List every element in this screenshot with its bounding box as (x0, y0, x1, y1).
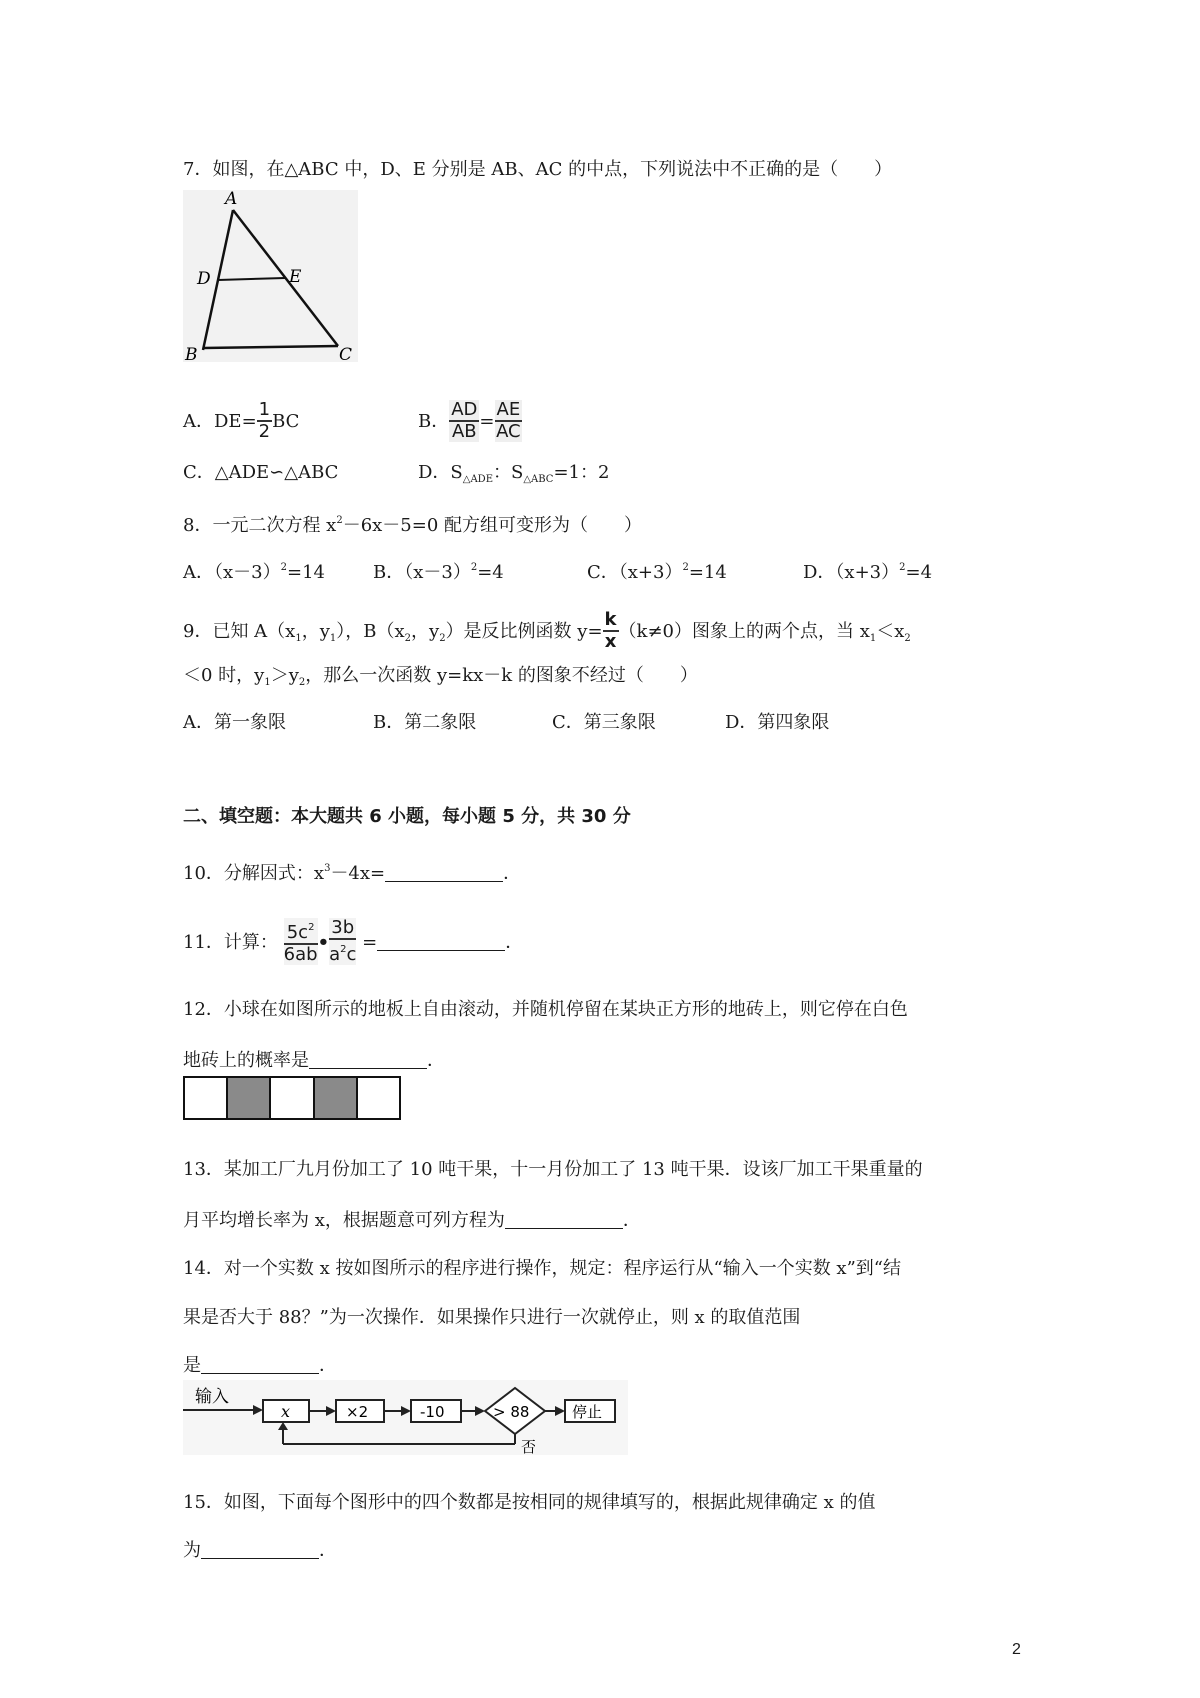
q12-answer-blank (309, 1048, 427, 1069)
q7-option-b: B． $\frac{AD}{AB}$ = $\frac{AE}{AC}$ (418, 399, 521, 442)
flow-x-box: x (281, 1402, 291, 1421)
flow-no-label: 否 (521, 1438, 537, 1455)
q15-answer-blank (201, 1538, 319, 1559)
q7-option-a: A．DE= $\frac{1}{2}$ BC (183, 399, 300, 442)
q10: 10．分解因式：$x^3-4x=$ ． (183, 863, 522, 884)
vertex-c-label: C (339, 345, 353, 362)
q14-line-1: 14．对一个实数 x 按如图所示的程序进行操作，规定：程序运行从“输入一个实数 x”到“结 (183, 1258, 901, 1279)
q9-option-d: D．第四象限 (725, 712, 830, 733)
q13-answer-blank (505, 1208, 623, 1229)
q14-answer-blank (201, 1353, 319, 1374)
q9-option-a: A．第一象限 (183, 712, 286, 733)
q11-answer-blank (377, 930, 505, 951)
q8-option-d: D．$(x+3)^2=4$ (803, 562, 933, 583)
q10-answer-blank (385, 861, 503, 882)
q14-line-3: 是 ． (183, 1355, 337, 1376)
q15-line-2: 为 ． (183, 1540, 337, 1561)
flow-minus-10-box: -10 (420, 1403, 445, 1421)
floor-tiles-figure (183, 1076, 401, 1120)
q8-option-a: A．$(x-3)^2=14$ (183, 562, 325, 583)
q14-line-2: 果是否大于 88？”为一次操作．如果操作只进行一次就停止，则 x 的取值范围 (183, 1307, 801, 1328)
tile-gray (228, 1078, 271, 1118)
section-heading: 二、填空题：本大题共 6 小题，每小题 5 分，共 30 分 (183, 806, 631, 827)
q14-flowchart (183, 1380, 628, 1455)
tile-white (271, 1078, 314, 1118)
q9-option-b: B．第二象限 (373, 712, 477, 733)
q7-option-c: C．△ADE∽△ABC (183, 462, 339, 483)
q8-stem: 8．一元二次方程 $x^2-6x-5=0$ 配方组可变形为（ ） (183, 515, 643, 536)
q13-line-1: 13．某加工厂九月份加工了 10 吨干果，十一月份加工了 13 吨干果．设该厂加工干果重量的 (183, 1159, 923, 1180)
q12-line-1: 12．小球在如图所示的地板上自由滚动，并随机停留在某块正方形的地砖上，则它停在白色 (183, 999, 908, 1020)
q15-line-1: 15．如图，下面每个图形中的四个数都是按相同的规律填写的，根据此规律确定 x 的值 (183, 1492, 876, 1513)
vertex-b-label: B (185, 345, 198, 362)
q7-option-d: D．$S_{\triangle ADE}$：$S_{\triangle ABC}=1$：2 (418, 462, 610, 485)
q7-stem: 7．如图，在△ABC 中，D、E 分别是 AB、AC 的中点，下列说法中不正确的是（ ） (183, 159, 893, 180)
flow-times-2-box: ×2 (346, 1403, 369, 1421)
q7-triangle-figure (183, 190, 358, 362)
q11: 11．计算： $\frac{5c^2}{6ab}$ • $\frac{3b}{a^2c}$ = ． (183, 917, 524, 965)
vertex-d-label: D (197, 269, 211, 289)
q8-option-b: B．$(x-3)^2=4$ (373, 562, 504, 583)
flow-input-label: 输入 (195, 1387, 229, 1407)
vertex-a-label: A (225, 190, 238, 209)
tile-gray (315, 1078, 358, 1118)
page-number: 2 (1012, 1641, 1021, 1658)
q9-line-2: ＜0 时，$y_1>y_2$，那么一次函数 y=kx－k 的图象不经过（ ） (183, 665, 698, 688)
flow-stop-box: 停止 (572, 1403, 603, 1421)
q12-line-2: 地砖上的概率是 ． (183, 1050, 445, 1071)
q8-option-c: C．$(x+3)^2=14$ (587, 562, 727, 583)
tile-white (358, 1078, 399, 1118)
tile-white (185, 1078, 228, 1118)
q9-line-1: 9．已知 $A(x_1$，$y_1$），$B(x_2$，$y_2$）是反比例函数 y= $\frac{k}{x}$ （k≠0）图象上的两个点，当 $x_1<x_2$ (183, 609, 911, 652)
q9-option-c: C．第三象限 (552, 712, 656, 733)
flow-condition-diamond: > 88 (493, 1403, 530, 1421)
q13-line-2: 月平均增长率为 x，根据题意可列方程为 ． (183, 1210, 641, 1231)
vertex-e-label: E (289, 267, 302, 287)
